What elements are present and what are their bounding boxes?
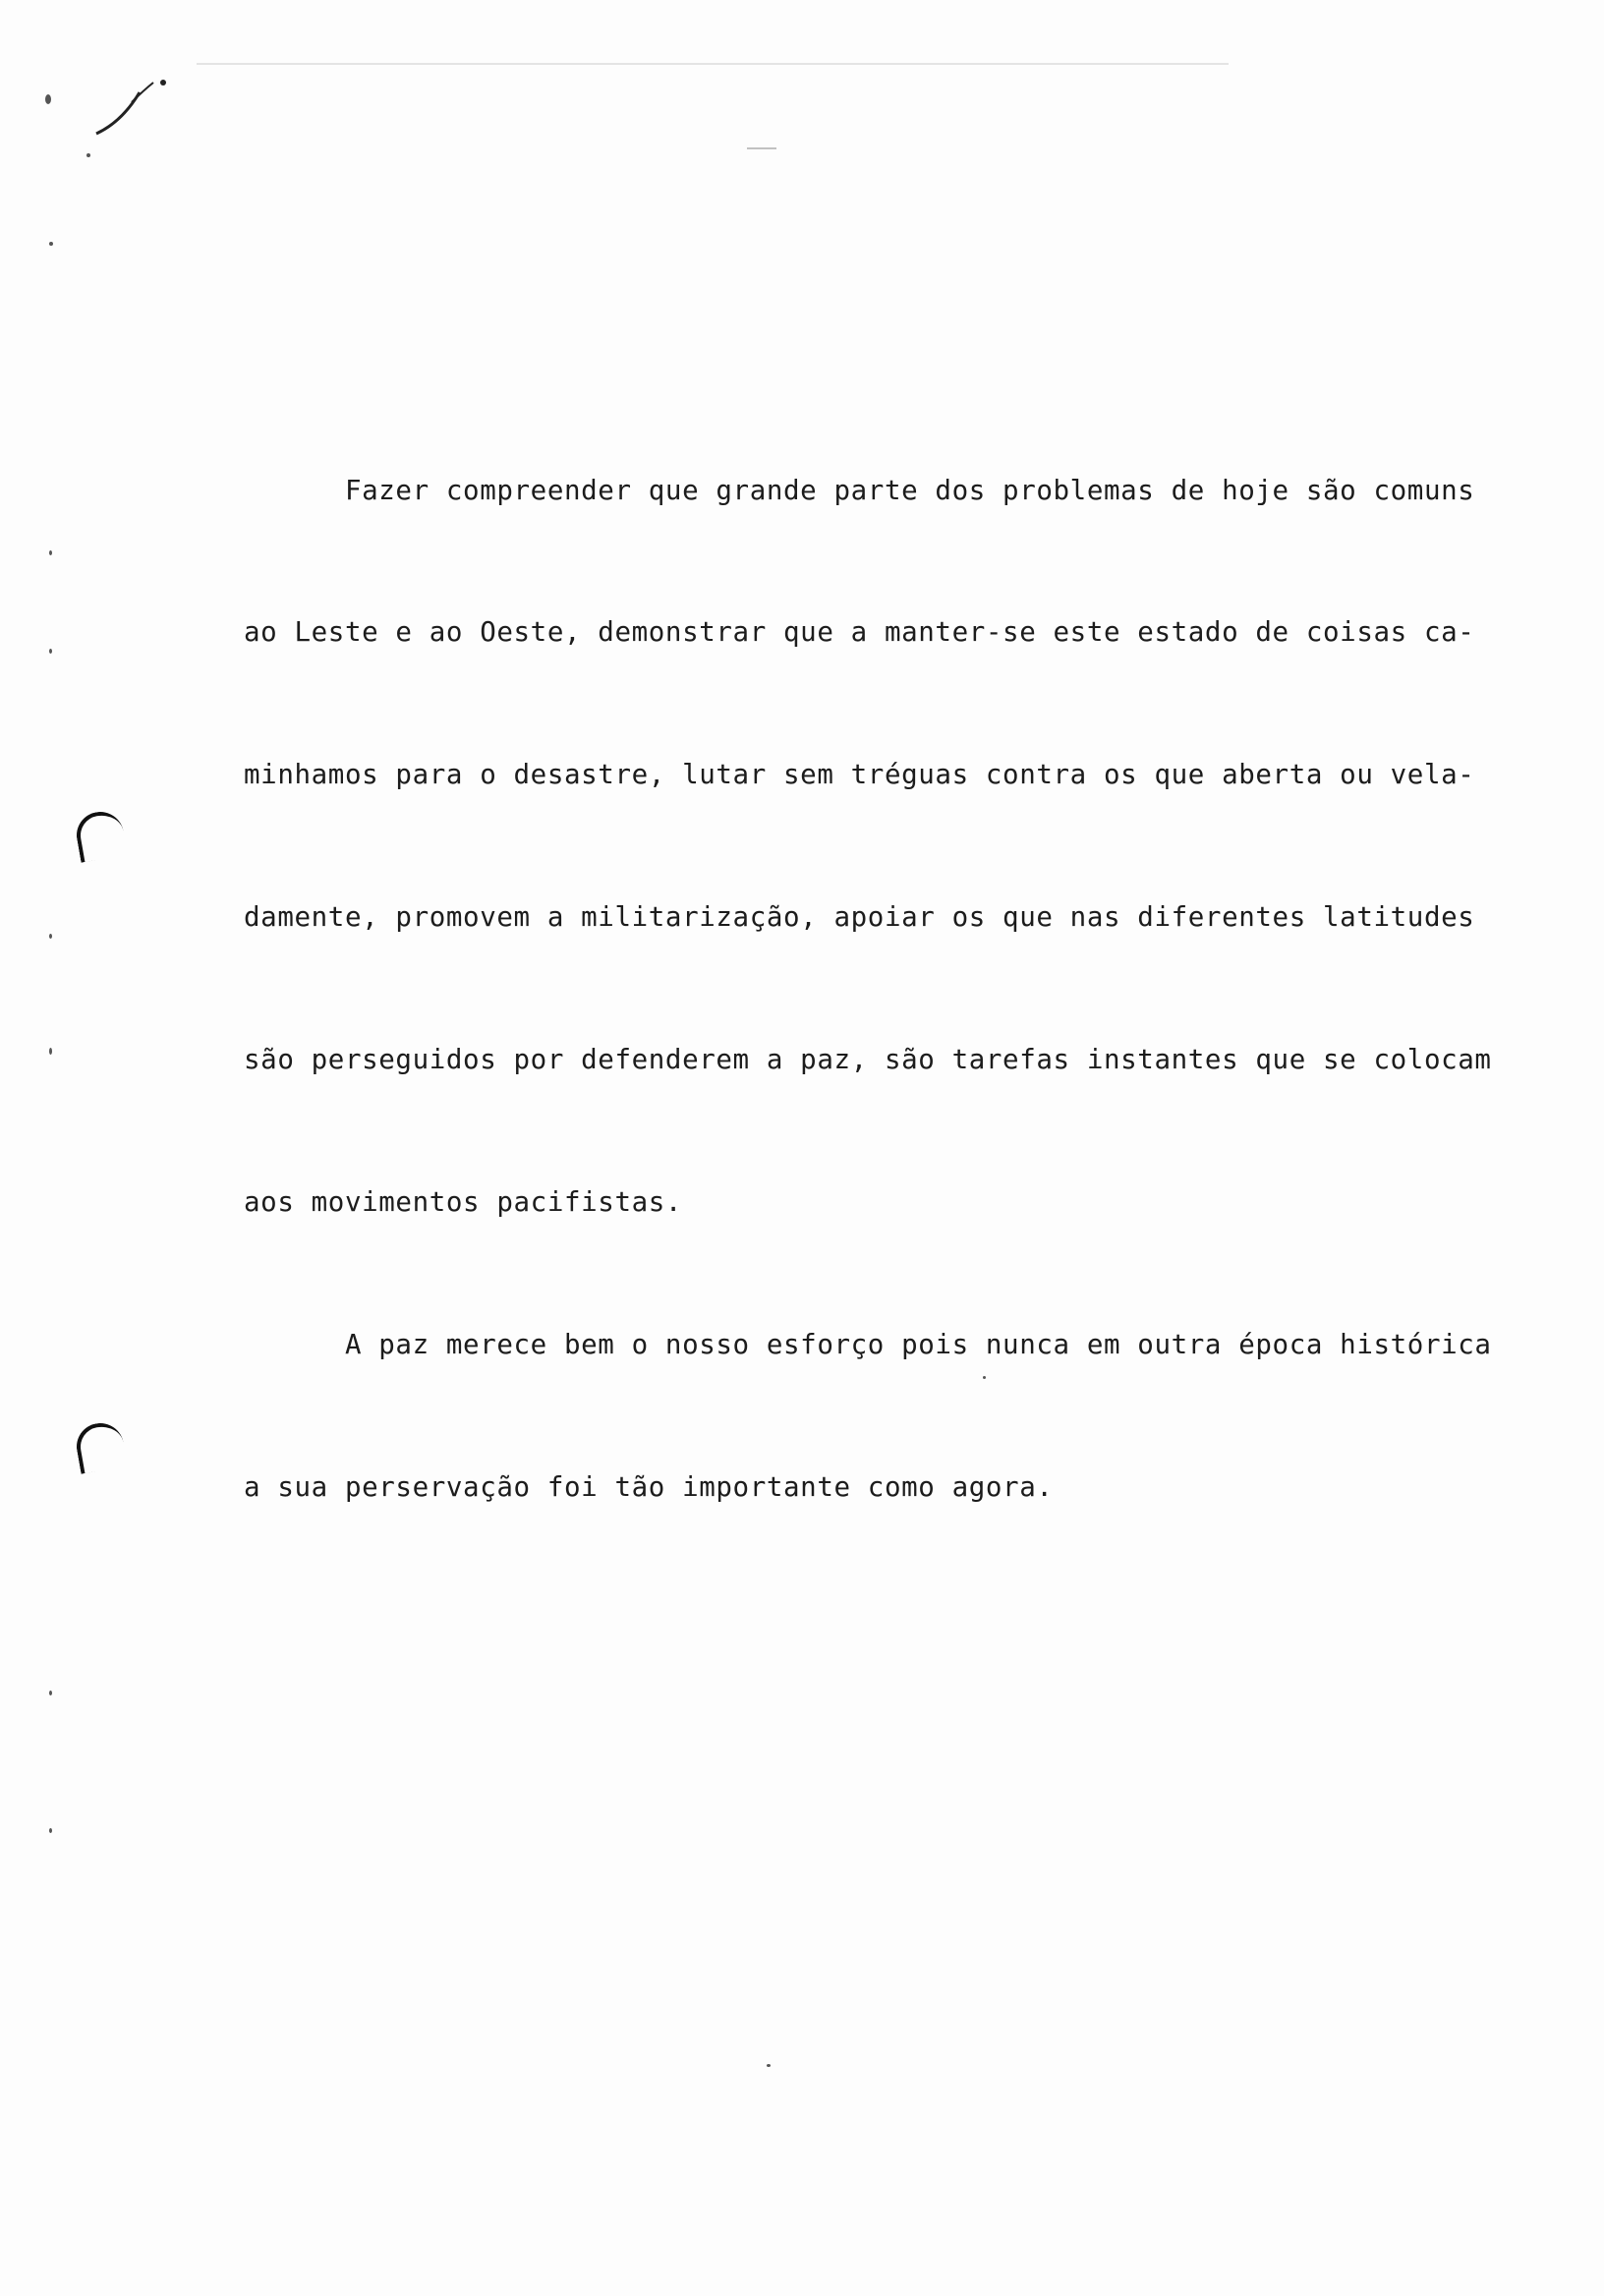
pen-mark-icon — [83, 73, 171, 161]
paragraph-1-line-3: minhamos para o desastre, lutar sem tréguas contra os que aberta ou vela- — [244, 759, 1475, 791]
paragraph-2-line-2: a sua perservação foi tão importante como agora. — [244, 1470, 1054, 1503]
scan-speck — [49, 1828, 52, 1833]
scan-speck — [45, 94, 51, 104]
scan-speck — [49, 242, 53, 246]
paragraph-1-line-1: Fazer compreender que grande parte dos problemas de hoje são comuns — [244, 474, 1475, 506]
scan-speck — [49, 550, 52, 555]
paragraph-1-line-6: aos movimentos pacifistas. — [244, 1186, 683, 1219]
paragraph-1-line-4: damente, promovem a militarização, apoiar os que nas diferentes latitudes — [244, 901, 1475, 934]
paragraph-2-line-1: A paz merece bem o nosso esforço pois nunca em outra época histórica — [244, 1328, 1492, 1360]
paragraph-1-line-2: ao Leste e ao Oeste, demonstrar que a manter-se este estado de coisas ca- — [244, 616, 1475, 649]
binder-hole-mark — [73, 808, 128, 863]
scan-speck — [49, 1048, 52, 1055]
paragraph-1-line-5: são perseguidos por defenderem a paz, são tarefas instantes que se colocam — [244, 1044, 1492, 1076]
scan-speck — [49, 649, 52, 654]
document-body — [244, 372, 1531, 1606]
binder-hole-mark — [73, 1419, 128, 1474]
scan-line — [747, 147, 776, 149]
scan-speck — [49, 934, 52, 939]
scan-line — [197, 63, 1229, 65]
scan-speck — [49, 1691, 52, 1695]
scan-speck — [767, 2064, 771, 2067]
